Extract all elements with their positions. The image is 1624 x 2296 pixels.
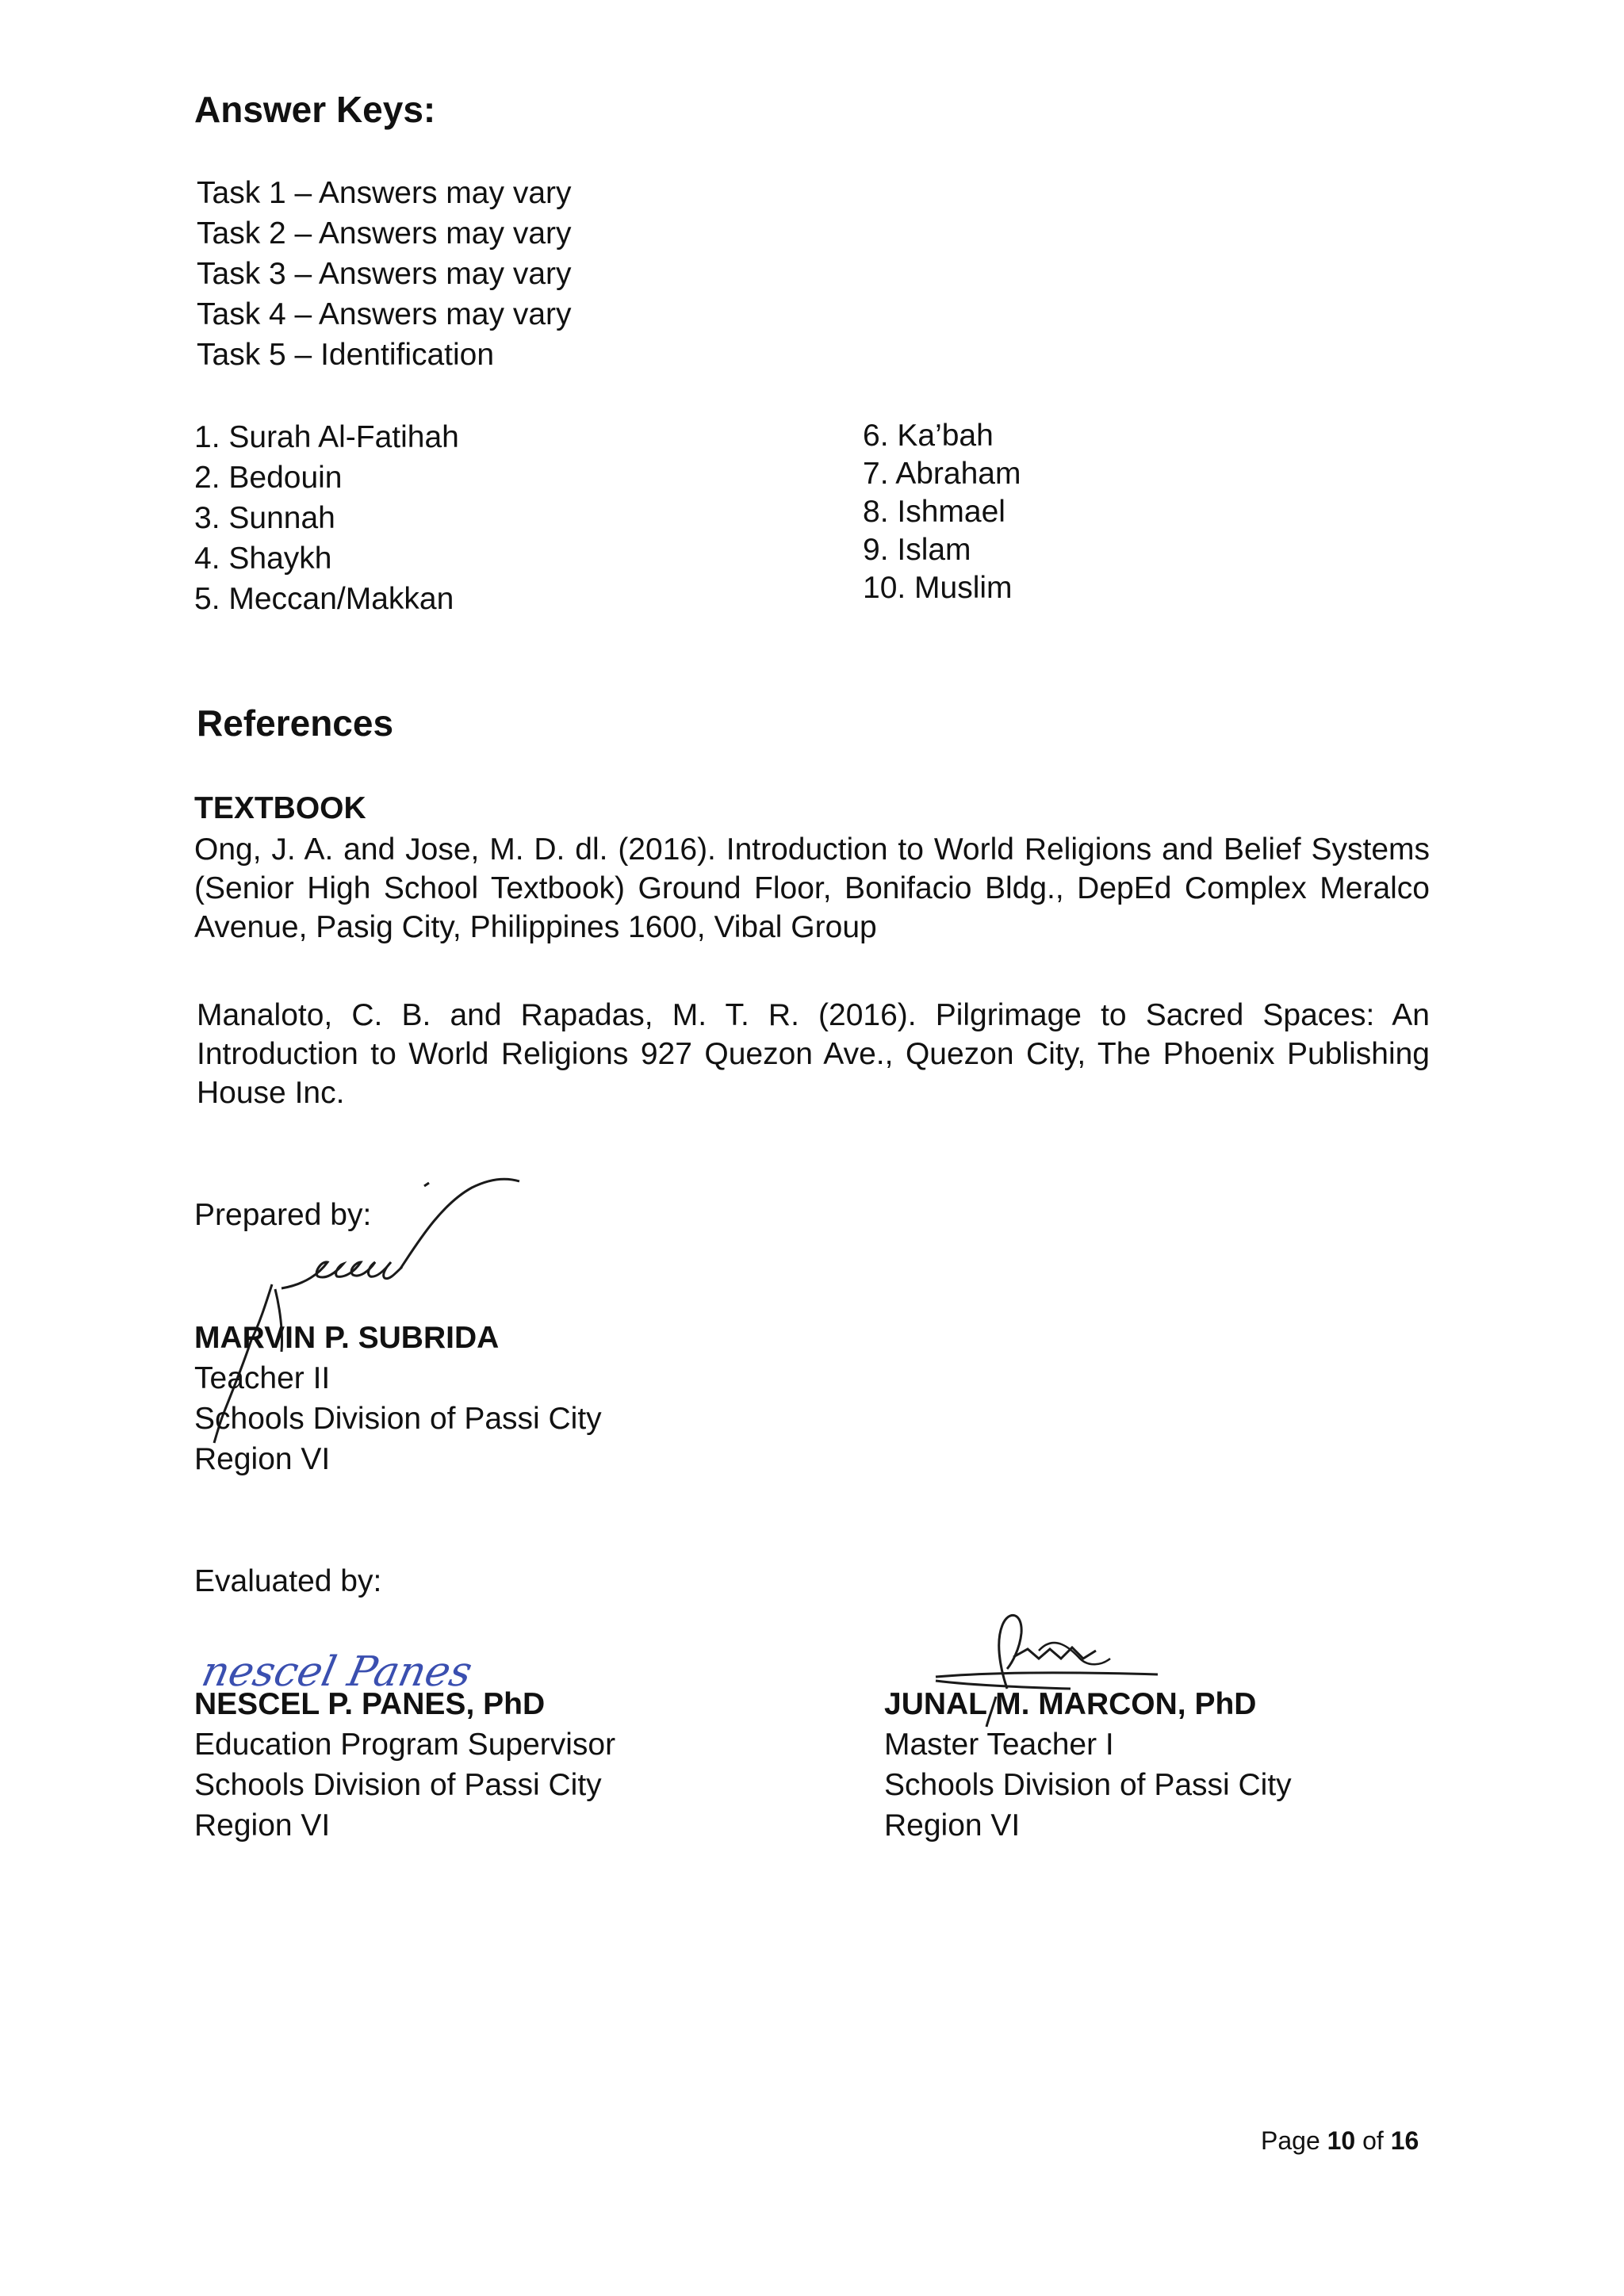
- textbook-subheading: TEXTBOOK: [194, 791, 366, 825]
- page-number: 10: [1327, 2126, 1356, 2155]
- page-number-footer: [1261, 2125, 1419, 2156]
- preparer-office: Schools Division of Passi City: [194, 1402, 602, 1436]
- answer-keys-heading: Answer Keys:: [194, 89, 436, 130]
- task-item: Task 3 – Answers may vary: [197, 257, 572, 291]
- answer-item: 9. Islam: [863, 533, 971, 567]
- task-list: [197, 173, 572, 375]
- total-pages: 16: [1390, 2126, 1419, 2155]
- references-heading: References: [197, 702, 394, 744]
- answer-item: 8. Ishmael: [863, 495, 1005, 529]
- evaluator-right-region: Region VI: [884, 1808, 1021, 1843]
- task-item: Task 5 – Identification: [197, 338, 495, 372]
- preparer-position: Teacher II: [194, 1361, 331, 1395]
- identification-answers-left: [194, 417, 459, 619]
- evaluated-by-label: Evaluated by:: [194, 1564, 382, 1598]
- evaluator-right-name: JUNAL M. MARCON, PhD: [884, 1687, 1257, 1721]
- evaluator-left-name: NESCEL P. PANES, PhD: [194, 1687, 546, 1721]
- preparer-name: MARVIN P. SUBRIDA: [194, 1321, 500, 1355]
- evaluator-right-position: Master Teacher I: [884, 1728, 1114, 1762]
- prepared-by-label: Prepared by:: [194, 1198, 372, 1232]
- evaluator-left-block: [194, 1684, 615, 1846]
- reference-entry: Manaloto, C. B. and Rapadas, M. T. R. (2016). Pilgrimage to Sacred Spaces: An Introduction to World Religions 927 Quezon Ave., Quezon City, The Phoenix Publishing House Inc.: [197, 998, 1430, 1110]
- page-word: Page: [1261, 2126, 1320, 2155]
- answer-item: 10. Muslim: [863, 571, 1013, 605]
- task-item: Task 1 – Answers may vary: [197, 176, 572, 210]
- answer-item: 7. Abraham: [863, 457, 1021, 491]
- task-item: Task 2 – Answers may vary: [197, 216, 572, 251]
- identification-answers-right: [863, 417, 1021, 607]
- evaluator-left-region: Region VI: [194, 1808, 331, 1843]
- answer-item: 6. Ka’bah: [863, 419, 994, 453]
- of-word: of: [1362, 2126, 1384, 2155]
- preparer-region: Region VI: [194, 1442, 331, 1476]
- answer-item: 3. Sunnah: [194, 501, 335, 535]
- task-item: Task 4 – Answers may vary: [197, 297, 572, 331]
- evaluator-right-block: [884, 1684, 1292, 1846]
- svg-text:nescel Panes: nescel Panes: [197, 1647, 477, 1696]
- preparer-block: [194, 1318, 602, 1479]
- answer-item: 5. Meccan/Makkan: [194, 582, 454, 616]
- evaluator-left-position: Education Program Supervisor: [194, 1728, 616, 1762]
- reference-entry: Ong, J. A. and Jose, M. D. dl. (2016). Introduction to World Religions and Belief Systems (Senior High School Textbook) Ground Floor, Bonifacio Bldg., DepEd Complex Meralco Avenue, Pasig City, Philippines 1600, Vibal Group: [194, 832, 1430, 944]
- evaluator-right-office: Schools Division of Passi City: [884, 1768, 1292, 1802]
- evaluator-left-office: Schools Division of Passi City: [194, 1768, 602, 1802]
- answer-item: 1. Surah Al-Fatihah: [194, 420, 459, 454]
- answer-item: 2. Bedouin: [194, 461, 343, 495]
- answer-item: 4. Shaykh: [194, 541, 332, 576]
